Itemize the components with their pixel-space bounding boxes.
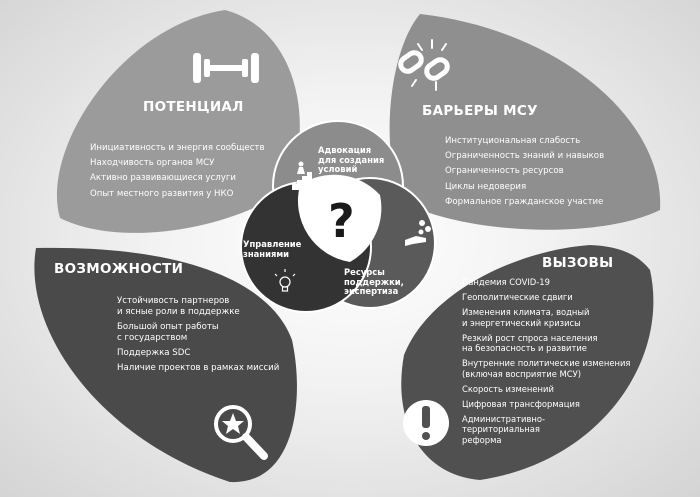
exclamation-icon <box>403 400 449 446</box>
list-item: Активно развивающиеся услуги <box>90 173 236 184</box>
list-item: Большой опыт работы с государством <box>117 321 219 343</box>
list-item: Устойчивость партнеров и ясные роли в поддержке <box>117 296 240 317</box>
list-item: Пандемия COVID-19 <box>462 277 550 287</box>
barriers-title: БАРЬЕРЫ МСУ <box>422 103 538 119</box>
challenges-title: ВЫЗОВЫ <box>542 255 614 271</box>
list-item: Формальное гражданское участие <box>445 196 604 207</box>
question-mark: ? <box>328 194 355 248</box>
opportunities-list <box>117 296 279 378</box>
list-item: Находчивость органов МСУ <box>90 158 215 169</box>
list-item: Административно- территориальная реформа <box>462 413 546 445</box>
potential-title: ПОТЕНЦИАЛ <box>143 99 244 115</box>
list-item: Геополитические сдвиги <box>462 292 573 302</box>
resources-label: Ресурсы поддержки, экспертиза <box>344 267 404 297</box>
list-item: Инициативность и энергия сообществ <box>90 143 265 153</box>
list-item: Институциональная слабость <box>445 136 581 146</box>
list-item: Резкий рост спроса населения на безопасность и развитие <box>462 332 598 353</box>
advocacy-label: Адвокация для создания условий <box>318 145 385 175</box>
list-item: Изменения климата, водный и энергетический кризисы <box>462 307 590 328</box>
opportunities-title: ВОЗМОЖНОСТИ <box>54 261 184 277</box>
potential-list <box>90 143 265 204</box>
knowledge-label: Управление знаниями <box>243 239 302 259</box>
list-item: Внутренние политические изменения (включая восприятие МСУ) <box>462 358 631 379</box>
list-item: Поддержка SDC <box>117 347 191 358</box>
barriers-list <box>445 136 604 212</box>
list-item: Опыт местного развития у НКО <box>90 188 234 199</box>
list-item: Ограниченность ресурсов <box>445 166 564 177</box>
list-item: Цифровая трансформация <box>462 398 580 409</box>
list-item: Скорость изменений <box>462 383 554 394</box>
challenges-list <box>462 277 630 450</box>
list-item: Наличие проектов в рамках миссий <box>117 363 280 374</box>
list-item: Циклы недоверия <box>445 181 527 192</box>
list-item: Ограниченность знаний и навыков <box>445 151 605 162</box>
